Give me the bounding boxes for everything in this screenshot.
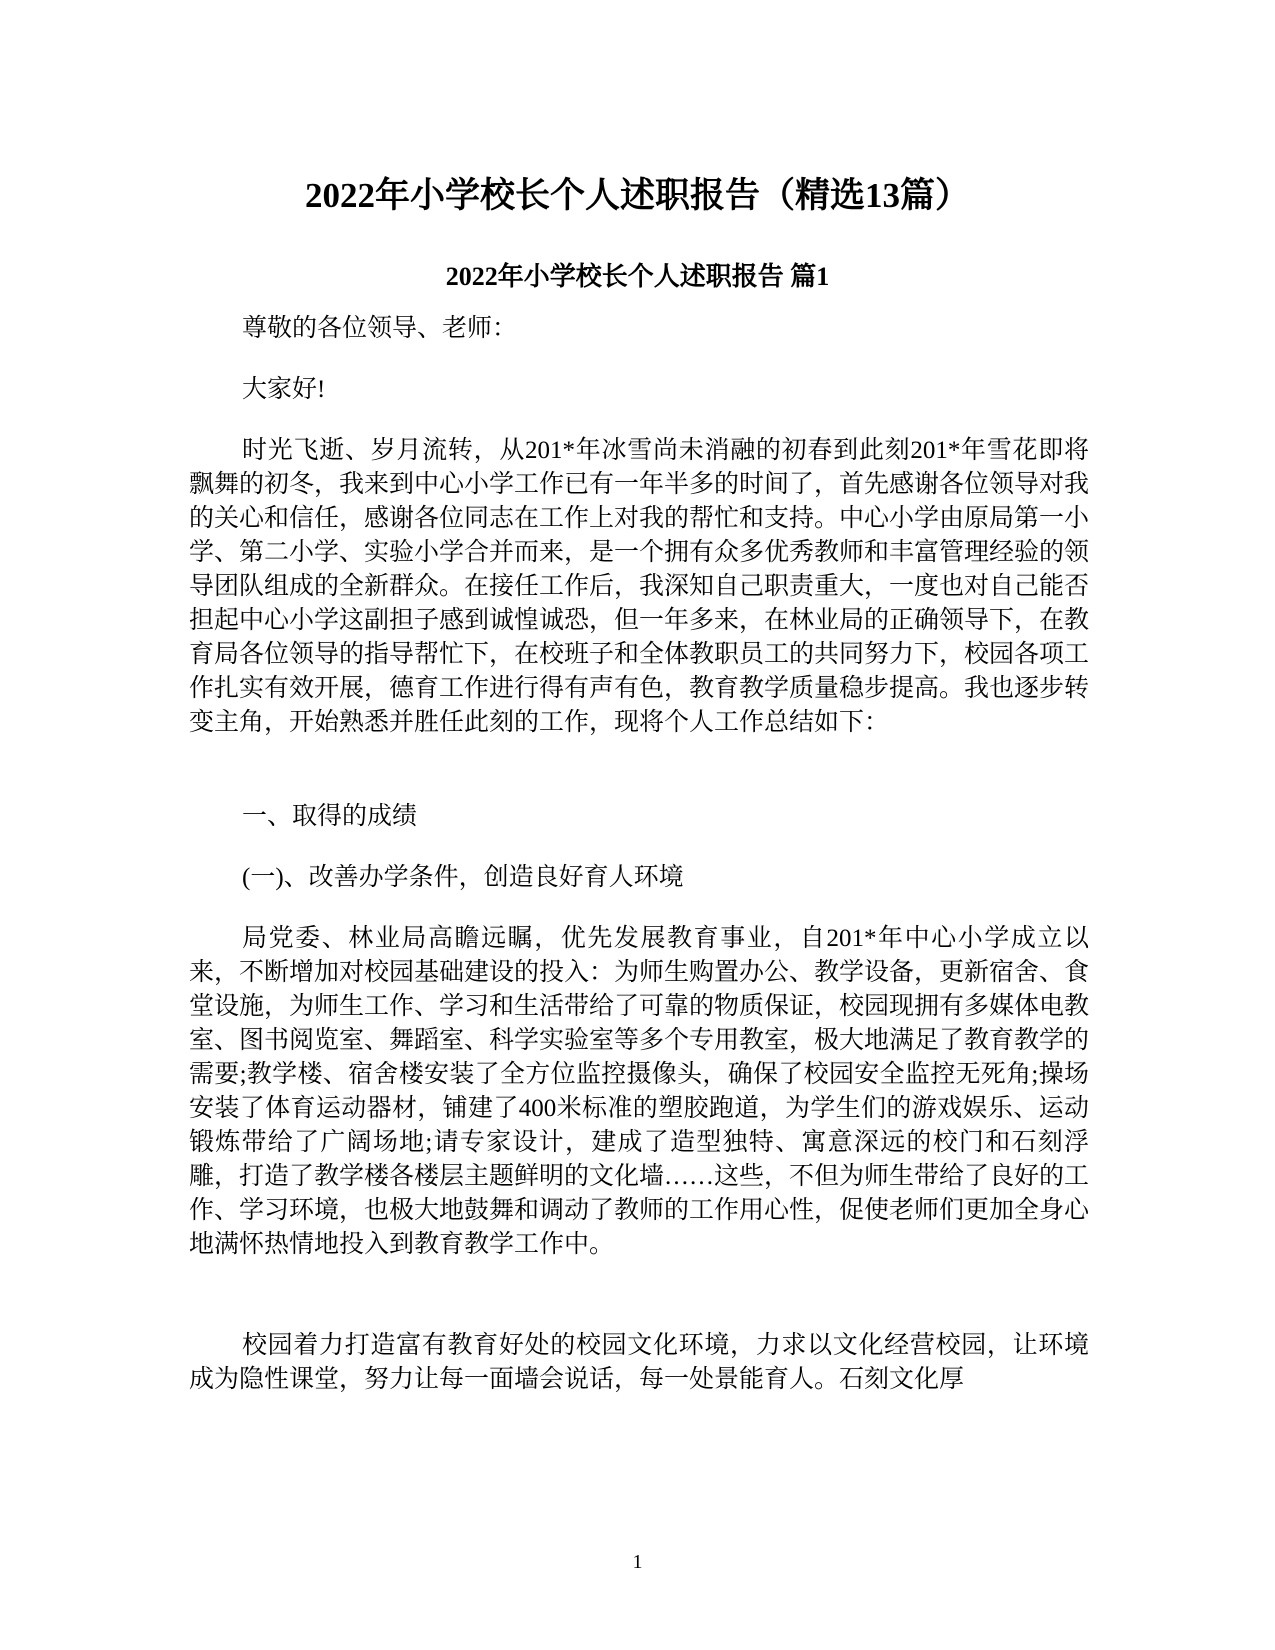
paragraph-2: 局党委、林业局高瞻远瞩，优先发展教育事业，自201*年中心小学成立以来，不断增加对校园基础建设的投入：为师生购置办公、教学设备，更新宿舍、食堂设施，为师生工作、学习和生活带给了可靠的物质保证，校园现拥有多媒体电教室、图书阅览室、舞蹈室、科学实验室等多个专用教室，极大地满足了教育教学的需要;教学楼、宿舍楼安装了全方位监控摄像头，确保了校园安全监控无死角;操场安装了体育运动器材，铺建了400米标准的塑胶跑道，为学生们的游戏娱乐、运动锻炼带给了广阔场地;请专家设计，建成了造型独特、寓意深远的校门和石刻浮雕，打造了教学楼各楼层主题鲜明的文化墙……这些，不但为师生带给了良好的工作、学习环境，也极大地鼓舞和调动了教师的工作用心性，促使老师们更加全身心地满怀热情地投入到教育教学工作中。 [189,925,1090,1258]
section-title: 2022年小学校长个人述职报告 篇1 [445,262,830,291]
heading-conditions: (一)、改善办学条件，创造良好育人环境 [242,864,684,891]
salutation: 尊敬的各位领导、老师： [242,315,518,342]
paragraph-1: 时光飞逝、岁月流转，从201*年冰雪尚未消融的初春到此刻201*年雪花即将飘舞的初冬，我来到中心小学工作已有一年半多的时间了，首先感谢各位领导对我的关心和信任，感谢各位同志在工作上对我的帮忙和支持。中心小学由原局第一小学、第二小学、实验小学合并而来，是一个拥有众多优秀教师和丰富管理经验的领导团队组成的全新群众。在接任工作后，我深知自己职责重大，一度也对自己能否担起中心小学这副担子感到诚惶诚恐，但一年多来，在林业局的正确领导下，在教育局各位领导的指导帮忙下，在校班子和全体教职员工的共同努力下，校园各项工作扎实有效开展，德育工作进行得有声有色，教育教学质量稳步提高。我也逐步转变主角，开始熟悉并胜任此刻的工作，现将个人工作总结如下： [189,437,1090,736]
paragraph-3: 校园着力打造富有教育好处的校园文化环境，力求以文化经营校园，让环境成为隐性课堂，努力让每一面墙会说话，每一处景能育人。石刻文化厚 [189,1332,1089,1393]
heading-achievements: 一、取得的成绩 [242,803,418,830]
document-title: 2022年小学校长个人述职报告（精选13篇） [304,176,970,215]
page-number: 1 [632,1551,643,1573]
greeting: 大家好! [242,376,326,403]
